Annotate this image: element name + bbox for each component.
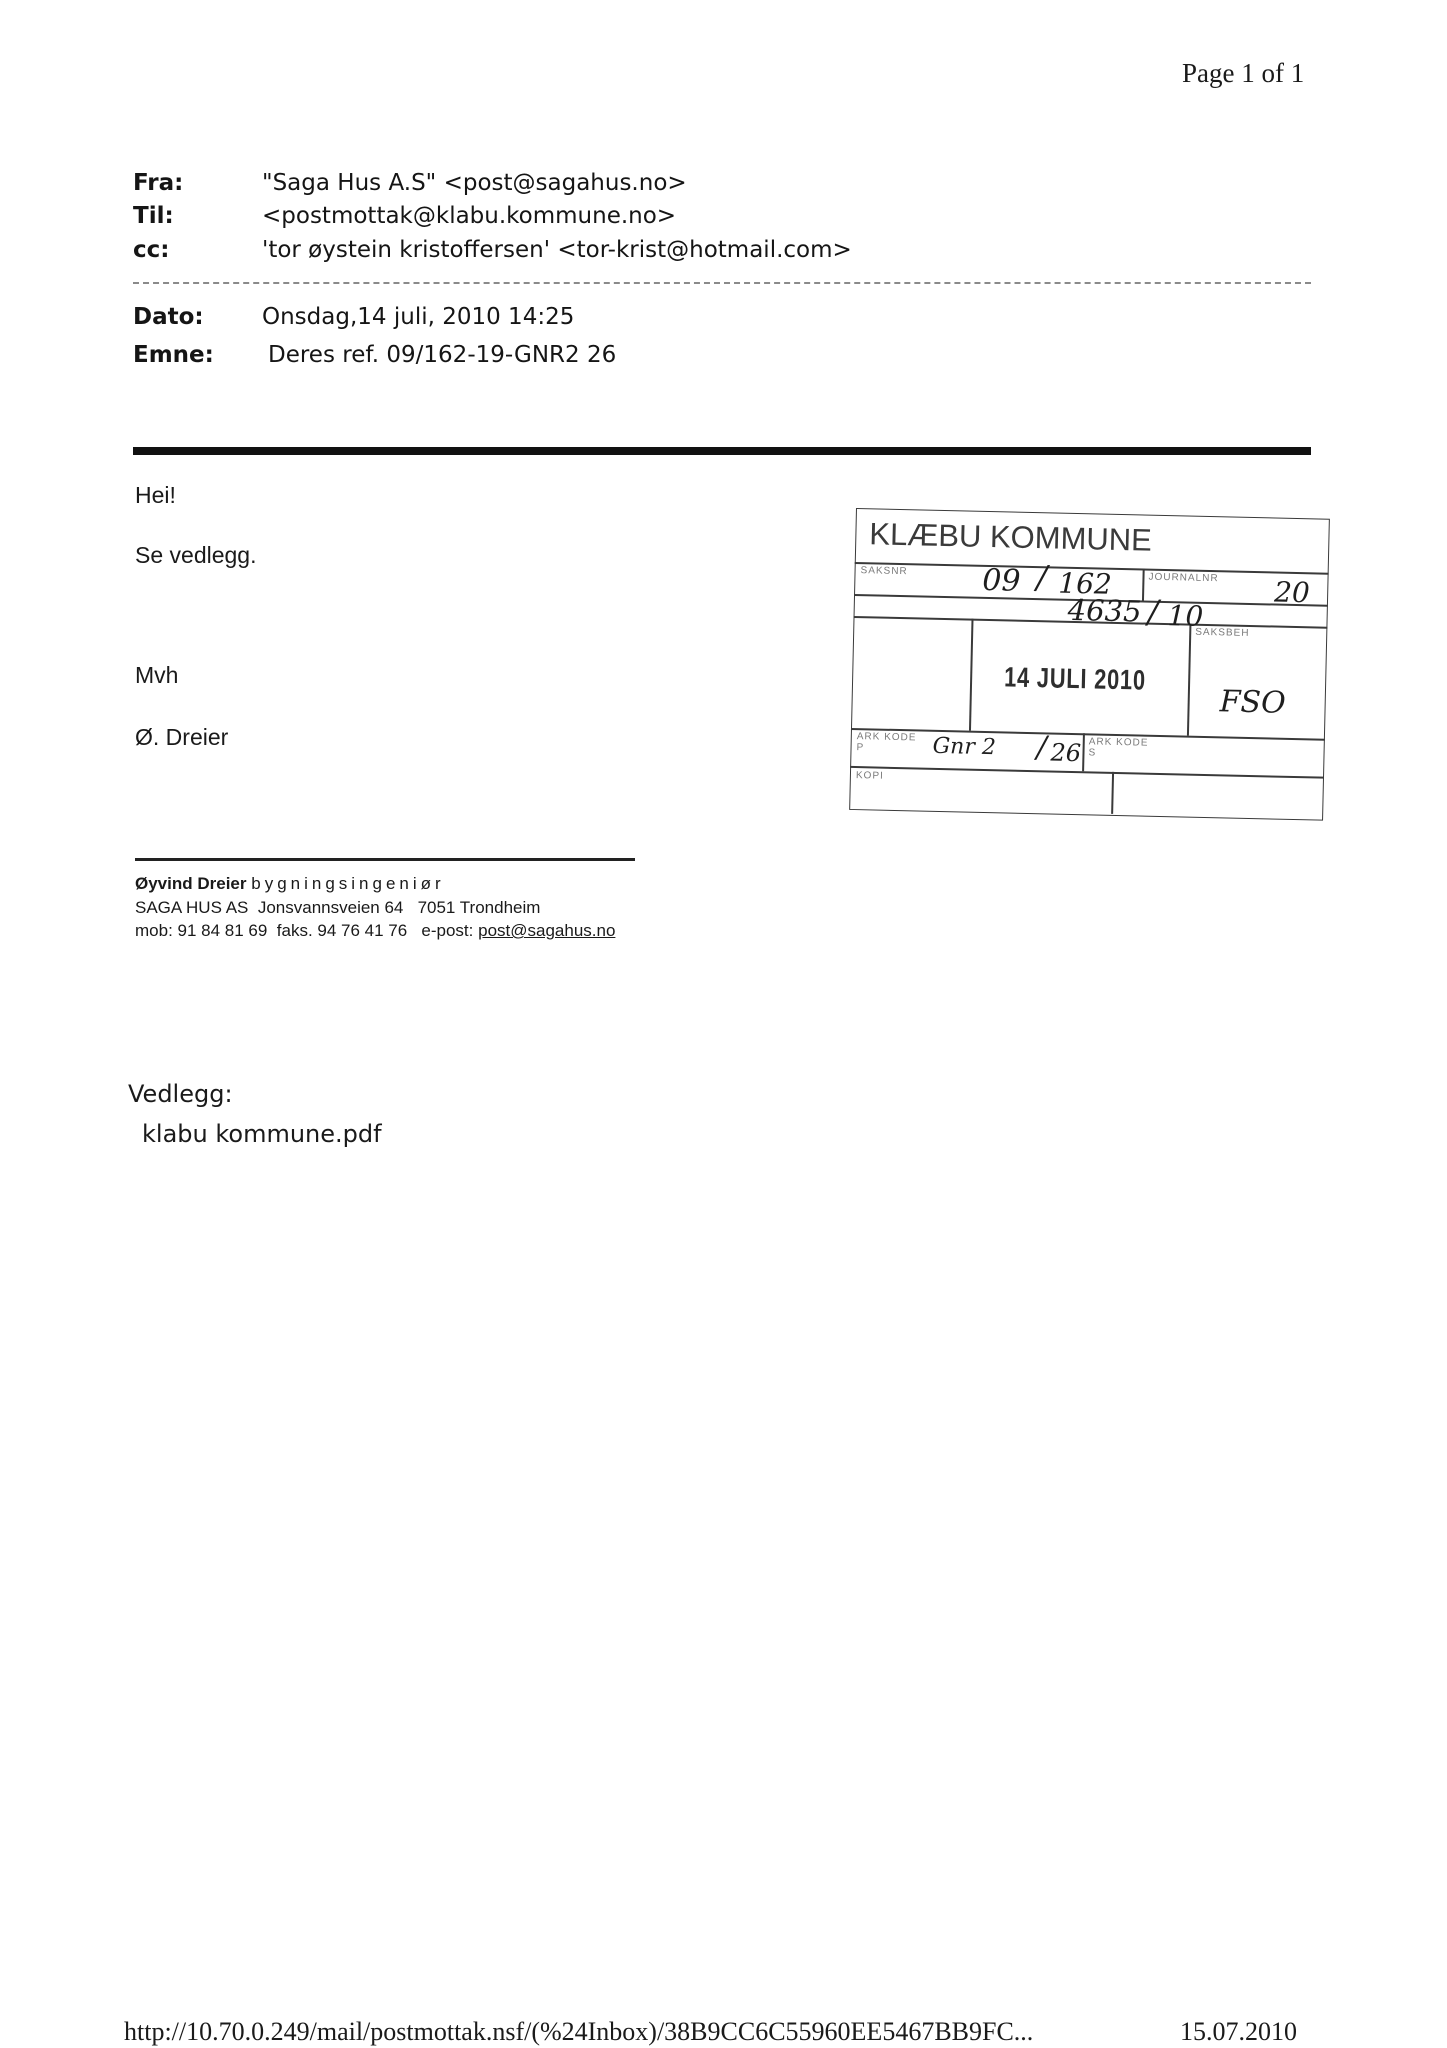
body-divider: [133, 447, 1311, 455]
stamp-slash: /: [1147, 592, 1159, 631]
page-number: Page 1 of 1: [1182, 58, 1305, 88]
stamp-ark-code: Gnr 2: [932, 733, 997, 761]
date-value: Onsdag,14 juli, 2010 14:25: [262, 304, 575, 330]
signature-name-line: [135, 874, 445, 894]
from-value: "Saga Hus A.S" <post@sagahus.no>: [262, 170, 687, 196]
stamp-ark-code-b: 26: [1050, 738, 1082, 768]
body-line: Se vedlegg.: [135, 542, 257, 568]
stamp-journal-no: 20: [1273, 575, 1311, 610]
stamp-slash: /: [1036, 558, 1048, 597]
signature-email-label: e-post:: [421, 921, 474, 940]
stamp-field-journalnr: JOURNALNR: [1148, 571, 1219, 585]
sender-initials: Ø. Dreier: [135, 724, 229, 750]
subject-value: Deres ref. 09/162-19-GNR2 26: [268, 342, 617, 368]
signature-address-line: [135, 898, 540, 918]
stamp-field-arkkode-s: ARK KODE S: [1088, 736, 1149, 759]
subject-label: Emne:: [133, 342, 214, 368]
signature-fax: faks. 94 76 41 76: [276, 921, 408, 940]
stamp-doc-no: 4635: [1067, 592, 1142, 629]
stamp-doc-year: 10: [1167, 599, 1204, 633]
footer-url: http://10.70.0.249/mail/postmottak.nsf/(%24Inbox)/38B9CC6C55960EE5467BB9FC...: [124, 2017, 1034, 2046]
cc-value: 'tor øystein kristoffersen' <tor-krist@hotmail.com>: [262, 237, 852, 263]
stamp-case-year: 09: [981, 562, 1021, 599]
greeting: Hei!: [135, 482, 176, 508]
closing: Mvh: [135, 662, 179, 688]
date-label: Dato:: [133, 304, 204, 330]
stamp-field-arkkode-p: ARK KODE P: [856, 731, 917, 754]
from-label: Fra:: [133, 170, 184, 196]
signature-name: Øyvind Dreier: [135, 874, 247, 893]
registry-stamp: [849, 508, 1332, 825]
to-value: <postmottak@klabu.kommune.no>: [262, 203, 677, 229]
attachments-label: Vedlegg:: [128, 1080, 233, 1108]
cc-label: cc:: [133, 237, 170, 263]
stamp-handler: FSO: [1219, 684, 1287, 721]
footer-date: 15.07.2010: [1180, 2017, 1297, 2046]
signature-address: Jonsvannsveien 64: [257, 898, 404, 917]
stamp-field-saksbeh: SAKSBEH: [1195, 626, 1250, 639]
signature-title: bygningsingeniør: [251, 874, 445, 893]
stamp-title: KLÆBU KOMMUNE: [869, 516, 1153, 558]
signature-company: SAGA HUS AS: [135, 898, 249, 917]
to-label: Til:: [133, 203, 174, 229]
signature-email-link[interactable]: post@sagahus.no: [478, 921, 616, 940]
signature-phone: mob: 91 84 81 69: [135, 921, 268, 940]
attachment-file[interactable]: klabu kommune.pdf: [142, 1120, 382, 1148]
signature-postal: 7051 Trondheim: [417, 898, 541, 917]
stamp-date: 14 JULI 2010: [1003, 661, 1147, 696]
stamp-field-kopi: KOPI: [855, 770, 884, 782]
header-divider: [133, 282, 1311, 284]
stamp-field-saksnr: SAKSNR: [860, 565, 908, 578]
stamp-slash: /: [1036, 730, 1048, 766]
signature-contact-line: [135, 921, 615, 941]
stamp-case-no: 162: [1057, 566, 1113, 601]
signature-divider: [135, 858, 635, 861]
